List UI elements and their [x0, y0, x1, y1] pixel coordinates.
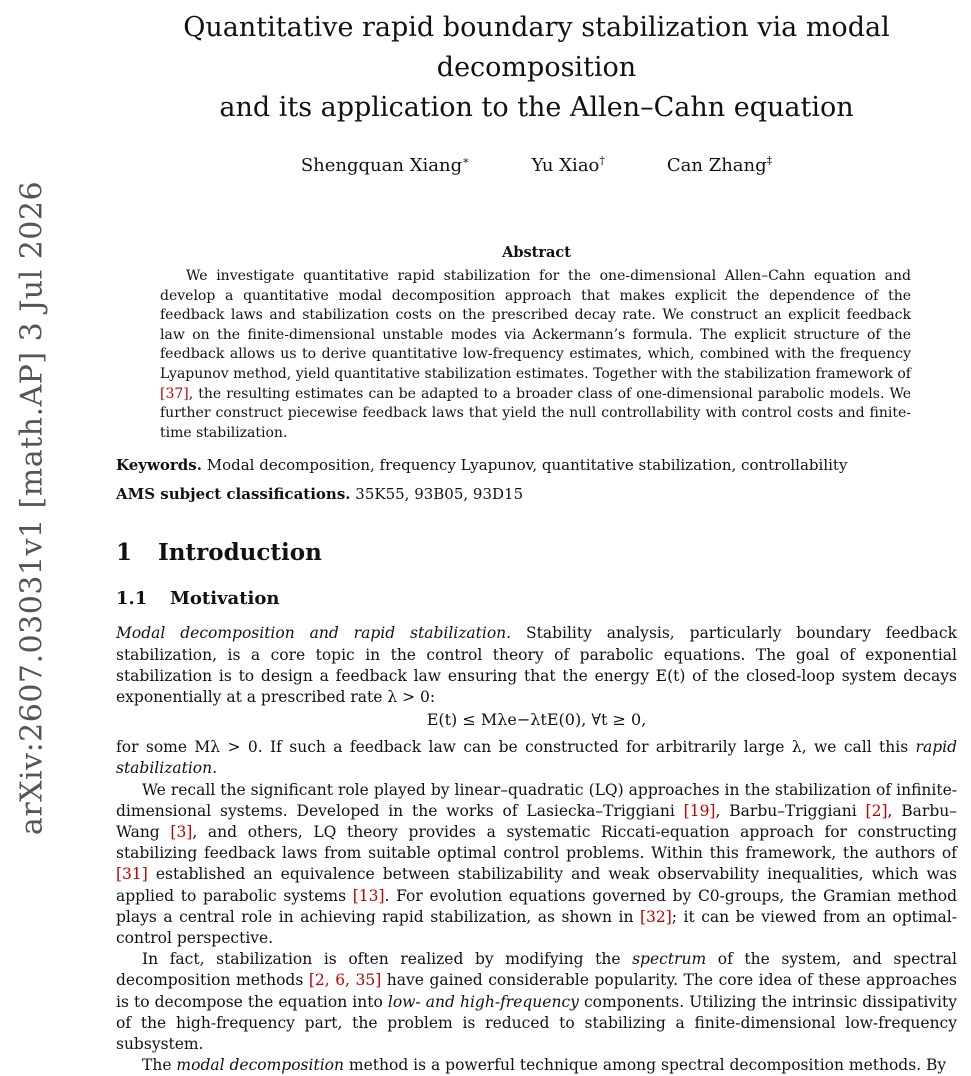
ams-text: 35K55, 93B05, 93D15: [355, 485, 524, 504]
arxiv-identifier-text: arXiv:2607.03031v1 [math.AP] 3 Jul 2026: [14, 180, 50, 836]
paragraph-2: We recall the significant role played by linear–quadratic (LQ) approaches in the stabilization of infinite-dimensional systems. Developed in the works of Lasiecka–Triggiani [19], Barbu–Triggiani [2], Barbu–Wang [3], and others, LQ theory provides a systematic Riccati-equation approach for constructing stabilizing feedback laws from suitable optimal control problems. Within this framework, the authors of [31] established an equivalence between stabilizability and weak observability inequalities, which was applied to parabolic systems [13]. For evolution equations governed by C0-groups, the Gramian method plays a central role in achieving rapid stabilization, as shown in [32]; it can be viewed from an optimal-control perspective.: [116, 780, 957, 947]
title-line-2: and its application to the Allen–Cahn equation: [219, 92, 854, 123]
title-line-1: Quantitative rapid boundary stabilization via modal decomposition: [183, 12, 890, 83]
paragraph-3: In fact, stabilization is often realized by modifying the spectrum of the system, and spectral decomposition methods [2, 6, 35] have gained considerable popularity. The core idea of these approaches is to decompose the equation into low- and high-frequency components. Utilizing the intrinsic dissipativity of the high-frequency part, the problem is reduced to stabilizing a finite-dimensional low-frequency subsystem.: [116, 950, 957, 1053]
citation-link[interactable]: [2, 6, 35]: [308, 971, 382, 990]
citation-link[interactable]: [37]: [160, 385, 189, 402]
subsection-heading: 1.1 Motivation: [116, 588, 280, 610]
ams-label: AMS subject classifications.: [116, 485, 351, 504]
author: Can Zhang‡: [666, 154, 773, 176]
section-heading: 1 Introduction: [116, 539, 322, 567]
citation-link[interactable]: [2]: [865, 801, 888, 820]
paragraph-1: Modal decomposition and rapid stabilization. Stability analysis, particularly boundary feedback stabilization, is a core topic in the control theory of parabolic equations. The goal of exponential stabilization is to design a feedback law ensuring that the energy E(t) of the closed-loop system decays exponentially at a prescribed rate λ > 0:: [116, 624, 957, 706]
citation-link[interactable]: [19]: [683, 801, 716, 820]
citation-link[interactable]: [32]: [639, 907, 672, 926]
paragraph-1-continued: for some Mλ > 0. If such a feedback law can be constructed for arbitrarily large λ, we call this rapid stabilization.: [116, 738, 957, 778]
citation-link[interactable]: [13]: [352, 886, 385, 905]
paragraph-lead: Modal decomposition and rapid stabilization.: [116, 624, 512, 643]
paper-page: [116, 8, 957, 1076]
paper-title: [116, 8, 957, 128]
display-equation: E(t) ≤ Mλe−λtE(0), ∀t ≥ 0,: [426, 710, 647, 730]
keywords-text: Modal decomposition, frequency Lyapunov, quantitative stabilization, controllability: [206, 456, 848, 475]
abstract-heading: Abstract: [502, 244, 571, 261]
keywords-label: Keywords.: [116, 456, 202, 475]
arxiv-identifier: [14, 180, 50, 836]
author: Shengquan Xiang∗: [300, 154, 470, 176]
author: Yu Xiao†: [531, 154, 605, 176]
keywords: [116, 455, 957, 475]
author-list: [116, 154, 957, 176]
citation-link[interactable]: [31]: [116, 865, 148, 884]
abstract-body: We investigate quantitative rapid stabilization for the one-dimensional Allen–Cahn equation and develop a quantitative modal decomposition approach that makes explicit the dependence of the feedback laws and stabilization costs on the prescribed decay rate. We construct an explicit feedback law on the finite-dimensional unstable modes via Ackermann’s formula. The explicit structure of the feedback allows us to derive quantitative low-frequency estimates, which, combined with the frequency Lyapunov method, yield quantitative stabilization estimates. Together with the stabilization framework of [37], the resulting estimates can be adapted to a broader class of one-dimensional parabolic models. We further construct piecewise feedback laws that yield the null controllability with control costs and finite-time stabilization.: [160, 268, 911, 441]
citation-link[interactable]: [3]: [170, 822, 193, 841]
paragraph-4: The modal decomposition method is a powerful technique among spectral decomposition methods. By: [142, 1056, 947, 1075]
ams-classification: [116, 485, 957, 503]
